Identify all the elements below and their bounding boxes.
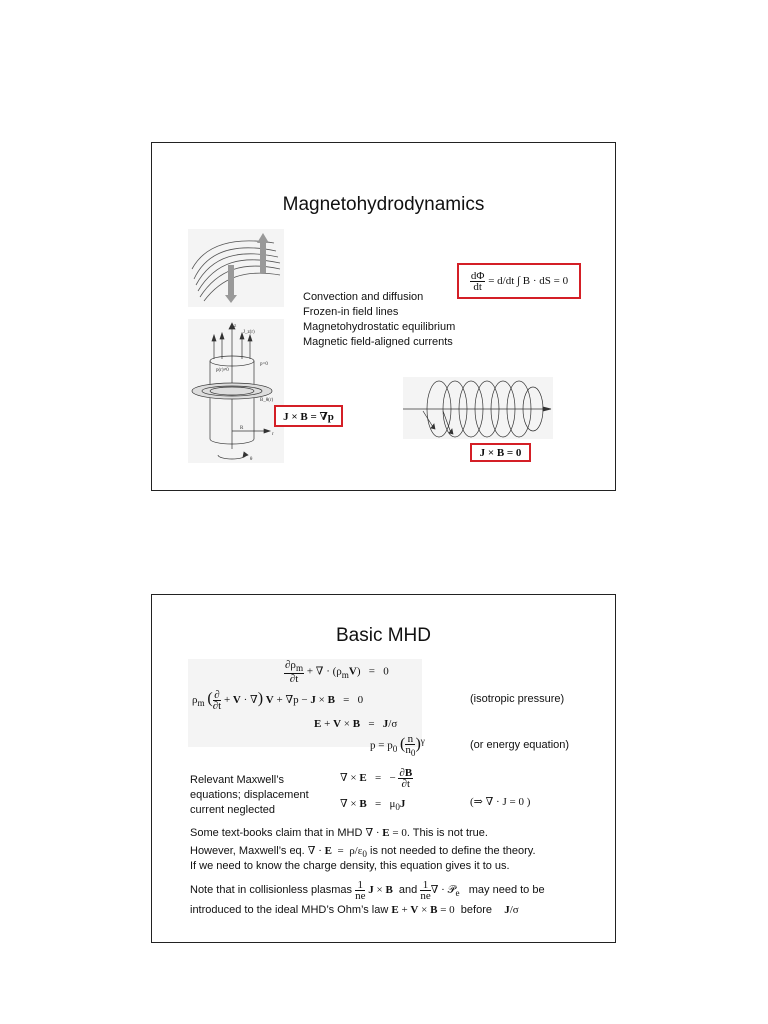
paragraph-line-3: If we need to know the charge density, this equation gives it to us. <box>190 860 510 872</box>
paragraph-line-5: introduced to the ideal MHD’s Ohm’s law E + V × B = 0 before J/σ <box>190 904 519 916</box>
force-balance-equation: J × B = ∇p <box>283 410 334 423</box>
pressure-equation: $p = p_0$ ( $\frac{n}{n_0}$ )$^\gamma$ <box>370 733 425 759</box>
force-free-equation: J × B = 0 <box>479 446 522 459</box>
list-item: Convection and diffusion <box>303 291 424 303</box>
ohms-law-equation: E + V × B = J/σ <box>314 718 398 730</box>
bullet-list <box>303 290 455 350</box>
paragraph-line-1: Some text-books claim that in MHD ∇ · E = 0. This is not true. <box>190 827 488 839</box>
faraday-equation: ∇ × E = − $\frac{\partial B}{\partial t}$ <box>340 767 413 790</box>
slide-title: Magnetohydrodynamics <box>282 194 485 215</box>
note-isotropic: (isotropic pressure) <box>470 693 565 705</box>
list-item: Magnetohydrostatic equilibrium <box>303 321 456 333</box>
force-balance-box <box>274 405 343 427</box>
maxwell-label: Relevant Maxwell’s equations; displacement current neglected <box>190 774 309 816</box>
fig-label-theta: θ <box>250 457 253 462</box>
flux-equation: = d/dt ∫ B · dS = 0 <box>488 274 569 287</box>
slide-magnetohydrodynamics <box>151 142 616 491</box>
current-divergence-note: (⇒ ∇ · J = 0 ) <box>470 796 531 808</box>
cylinder-figure <box>188 319 284 463</box>
slide-basic-mhd <box>151 594 616 943</box>
paragraph-line-2: However, Maxwell’s eq. ∇ · $E = \rho/\varepsilon_0$ is not needed to define the theory. <box>190 845 536 860</box>
fig-label-b0: B_θ(r) <box>260 398 274 403</box>
fig-label-r: r <box>272 432 274 437</box>
continuity-equation: $\frac{\partial\rho_m}{\partial t}$ + ∇ · $(\rho_mV) = 0$ <box>285 659 389 686</box>
flux-equation-box: $\frac{d\Phi}{dt}$ = d/dt ∫ B · dS = 0 <box>457 263 581 299</box>
force-free-box <box>470 443 531 462</box>
fig-label-pr: p(r)≠0 <box>216 368 229 373</box>
list-item: Frozen-in field lines <box>303 306 399 318</box>
fig-label-p0: p=0 <box>260 362 268 367</box>
paragraph-line-4: Note that in collisionless plasmas $\frac{1}{ne}$ J × B and $\frac{1}{ne}$ ∇ · 𝒫$_e$ may need to be <box>190 879 545 902</box>
fig-label-R: R <box>240 426 244 431</box>
helix-figure <box>403 377 553 439</box>
slide-title: Basic MHD <box>335 625 431 646</box>
fig-label-jz: J_z(r) <box>243 330 255 335</box>
fig-label-z: z <box>234 324 237 329</box>
note-energy: (or energy equation) <box>470 739 570 751</box>
ampere-equation: ∇ × $B = \mu_0J$ <box>340 798 406 813</box>
field-lines-figure <box>188 229 284 307</box>
momentum-equation: $\rho_m$ ( $\frac{\partial}{\partial t}$ + V · ∇) V + ∇p − J × B = 0 <box>192 689 364 712</box>
list-item: Magnetic field-aligned currents <box>303 336 453 348</box>
